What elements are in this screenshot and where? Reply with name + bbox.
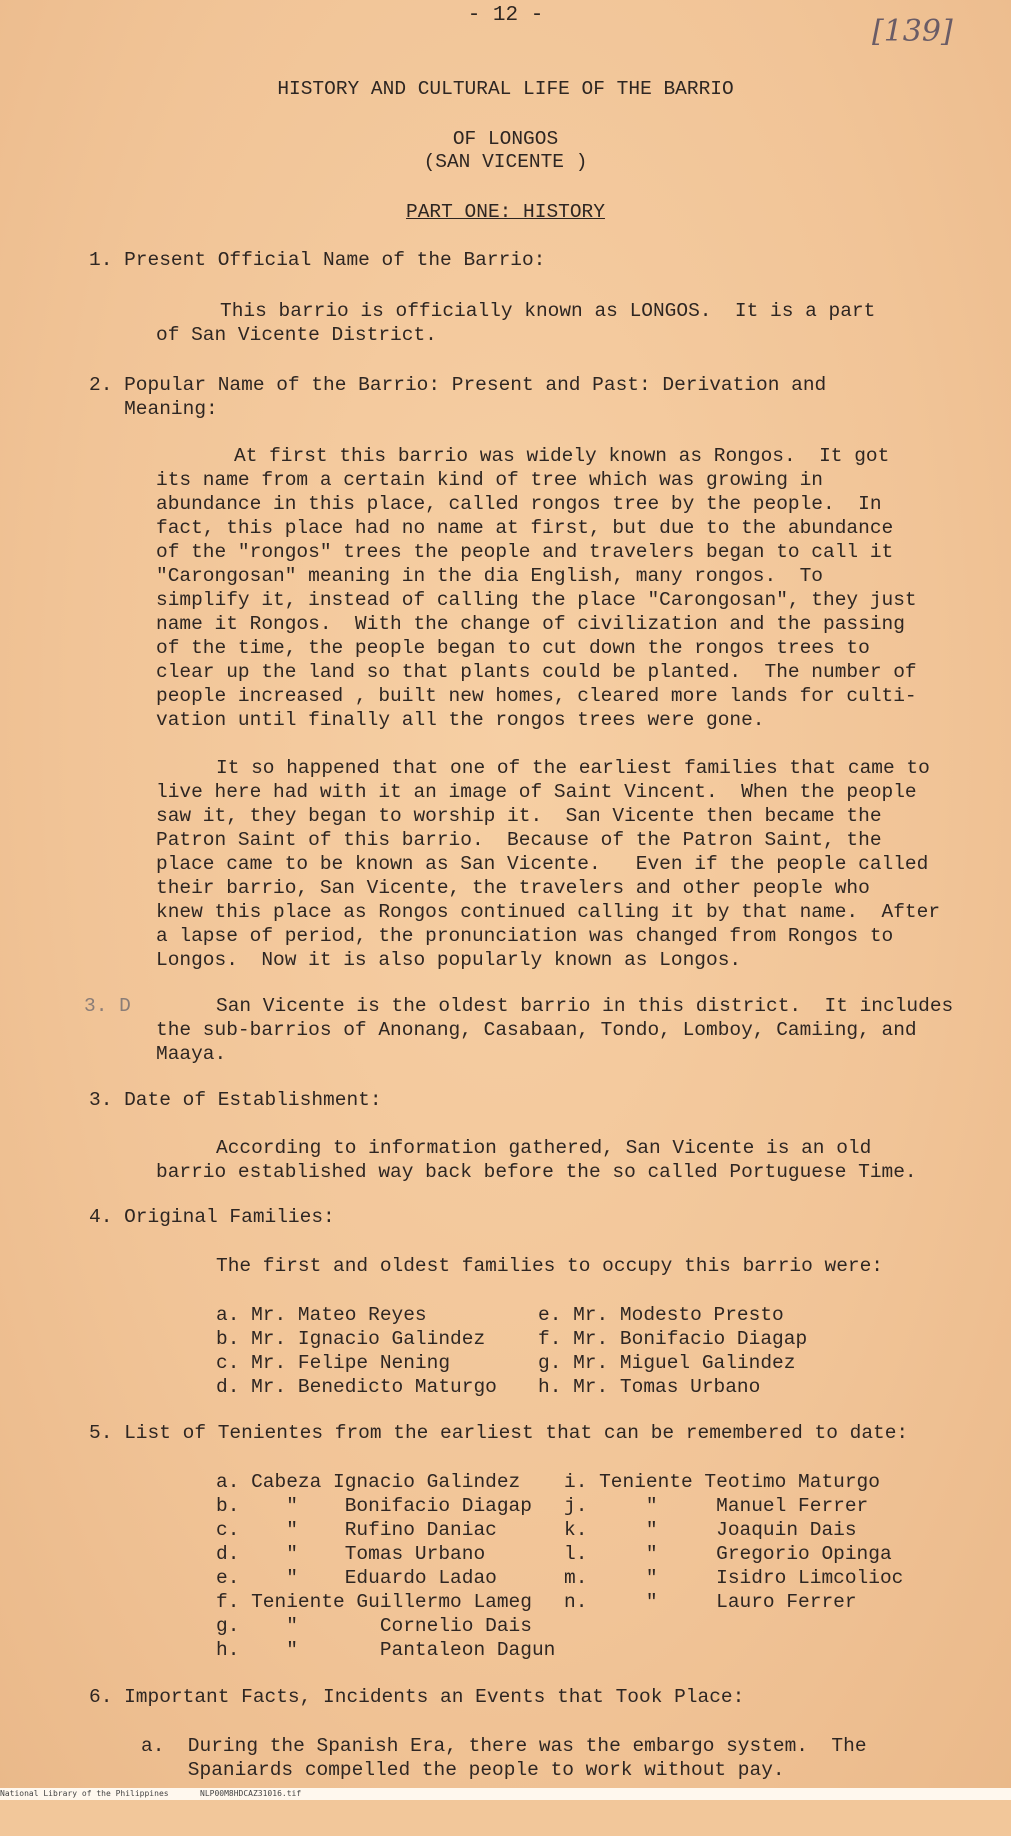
- section-4-heading: 4. Original Families:: [89, 1206, 335, 1228]
- part-heading: PART ONE: HISTORY: [406, 201, 605, 223]
- table-row: d. Mr. Benedicto Maturgo h. Mr. Tomas Urbano: [216, 1376, 761, 1398]
- section-3-heading: 3. Date of Establishment:: [89, 1089, 382, 1111]
- table-row: b. Mr. Ignacio Galindez f. Mr. Bonifacio Diagap: [216, 1328, 808, 1350]
- scan-footer: [0, 1788, 1011, 1800]
- section-1-heading: 1. Present Official Name of the Barrio:: [89, 249, 546, 271]
- document-page: - 12 - [139] HISTORY AND CULTURAL LIFE OF THE BARRIO OF LONGOS (SAN VICENTE ) PART ONE: HISTORY 1. Present Official Name of the Barrio: This barrio is officially known as LONGOS. It is a part of San Vicente District. 2. Popular Name of the Barrio: Present and Past: Derivation and Meaning: At first this barrio was widely known as Rongos. It got its name from a certain kind of tree which was growing in abundance in this place, called rongos tree by the people. In fact, this place had no name at first, but due to the abundance of the "rongos" trees the people and travelers began to call it "Carongosan" meaning in the dia English, many rongos. To simplify it, instead of calling the place "Carongosan", they just name it Rongos. With the change of civilization and the passing of the time, the people began to cut down the rongos trees to clear up the land so that plants could be planted. The number of people increased , built new homes, cleared more lands for culti- vation until finally all the rongos trees were gone. It so happened that one of the earliest families that came to live here had with it an image of Saint Vincent. When the people saw it, they began to worship it. San Vicente then became the Patron Saint of this barrio. Because of the Patron Saint, the place came to be known as San Vicente. Even if the people called their barrio, San Vicente, the travelers and other people who knew this place as Rongos continued calling it by that name. After a lapse of period, the pronunciation was changed from Rongos to Longos. Now it is also popularly known as Longos. 3. D San Vicente is the oldest barrio in this district. It includes the sub-barrios of Anonang, Casabaan, Tondo, Lomboy, Camiing, and Maaya. 3. Date of Establishment: According to information gathered, San Vicente is an old barrio established way back before the so called Portuguese Time. 4. Original Families: The first and oldest families to occupy this barrio were: a. Mr. Mateo Reyes e. Mr. Modesto Presto b. Mr. Ignacio Galindez f. Mr. Bonifacio Diagap c. Mr. Felipe Nening g. Mr. Miguel Galindez d. Mr. Benedicto Maturgo h. Mr. Tomas Urbano 5. List of Tenientes from the earliest that can be remembered to date: a. Cabeza Ignacio Galindez b. " Bonifacio Diagap c. " Rufino Daniac d. " Tomas Urbano e. " Eduardo Ladao f. Teniente Guillermo Lameg g. " Cornelio Dais h. " Pantaleon Dagun i. Teniente Teotimo Maturgo j. " Manuel Ferrer k. " Joaquin Dais l. " Gregorio Opinga m. " Isidro Limcolioc n. " Lauro Ferrer 6. Important Facts, Incidents an Events that Took Place: a. During the Spanish Era, there was the embargo system. The Spaniards compelled the people to work without pay. National Library of the Philippines NLP00M8HDCAZ31016.tif: [0, 0, 1011, 1800]
- archive-number: [139]: [872, 14, 953, 49]
- footer-library: National Library of the Philippines: [0, 1789, 169, 1798]
- title-line-3: (SAN VICENTE ): [423, 151, 588, 173]
- families-table: [216, 1303, 807, 1399]
- table-row: c. Mr. Felipe Nening g. Mr. Miguel Galindez: [216, 1352, 796, 1374]
- section-5-heading: 5. List of Tenientes from the earliest that can be remembered to date:: [89, 1422, 909, 1444]
- page-number: - 12 -: [467, 4, 544, 27]
- faint-struck-prefix: 3. D: [84, 995, 131, 1017]
- footer-filename: NLP00M8HDCAZ31016.tif: [200, 1789, 302, 1798]
- title-line-1: HISTORY AND CULTURAL LIFE OF THE BARRIO: [277, 78, 734, 100]
- table-row: a. Mr. Mateo Reyes e. Mr. Modesto Presto: [216, 1304, 784, 1326]
- title-line-2: OF LONGOS: [452, 128, 559, 150]
- section-4-intro: The first and oldest families to occupy this barrio were:: [216, 1255, 884, 1277]
- section-6-heading: 6. Important Facts, Incidents an Events that Took Place:: [89, 1686, 745, 1708]
